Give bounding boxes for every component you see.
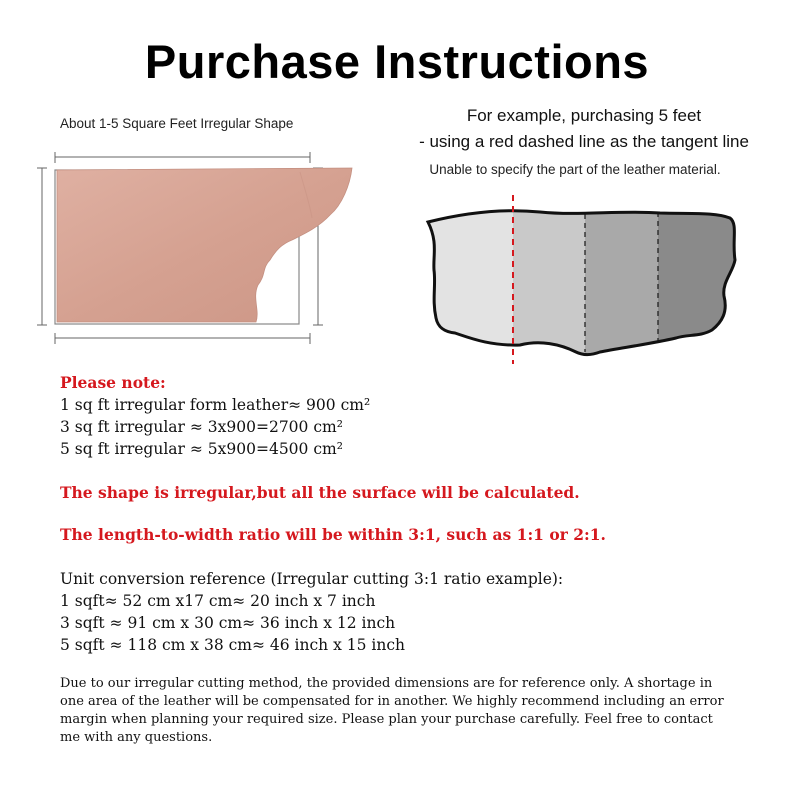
example-line-1: For example, purchasing 5 feet bbox=[466, 106, 702, 125]
example-line-3: Unable to specify the part of the leather material. bbox=[429, 162, 721, 177]
conversion-heading: Unit conversion reference (Irregular cutting 3:1 ratio example): bbox=[60, 570, 564, 588]
note-line-2: 3 sq ft irregular ≈ 3x900=2700 cm² bbox=[60, 418, 343, 436]
conversion-line-1: 1 sqft≈ 52 cm x17 cm≈ 20 inch x 7 inch bbox=[60, 592, 376, 610]
disclaimer-line-4: me with any questions. bbox=[60, 730, 213, 745]
zone-4 bbox=[658, 200, 750, 370]
disclaimer-line-3: margin when planning your required size. Please plan your purchase carefully. Feel free to contact bbox=[60, 712, 713, 727]
conversion-line-2: 3 sqft ≈ 91 cm x 30 cm≈ 36 inch x 12 inch bbox=[60, 614, 396, 632]
left-figure-label: About 1-5 Square Feet Irregular Shape bbox=[60, 116, 294, 131]
note-heading: Please note: bbox=[60, 373, 166, 392]
note-line-1: 1 sq ft irregular form leather≈ 900 cm² bbox=[60, 396, 371, 414]
cutting-example-diagram bbox=[420, 190, 750, 370]
page-title: Purchase Instructions bbox=[144, 35, 650, 88]
disclaimer-line-2: one area of the leather will be compensated for in another. We highly recommend including an error bbox=[60, 694, 724, 709]
ratio-note: The length-to-width ratio will be within 3:1, such as 1:1 or 2:1. bbox=[60, 525, 606, 544]
shape-note: The shape is irregular,but all the surface will be calculated. bbox=[60, 483, 580, 502]
note-line-3: 5 sq ft irregular ≈ 5x900=4500 cm² bbox=[60, 440, 343, 458]
example-line-2: - using a red dashed line as the tangent line bbox=[419, 132, 749, 151]
leather-piece bbox=[57, 168, 352, 322]
leather-diagram bbox=[34, 150, 374, 350]
conversion-line-3: 5 sqft ≈ 118 cm x 38 cm≈ 46 inch x 15 inch bbox=[60, 636, 406, 654]
disclaimer-line-1: Due to our irregular cutting method, the provided dimensions are for reference only. A shortage in bbox=[60, 676, 713, 691]
